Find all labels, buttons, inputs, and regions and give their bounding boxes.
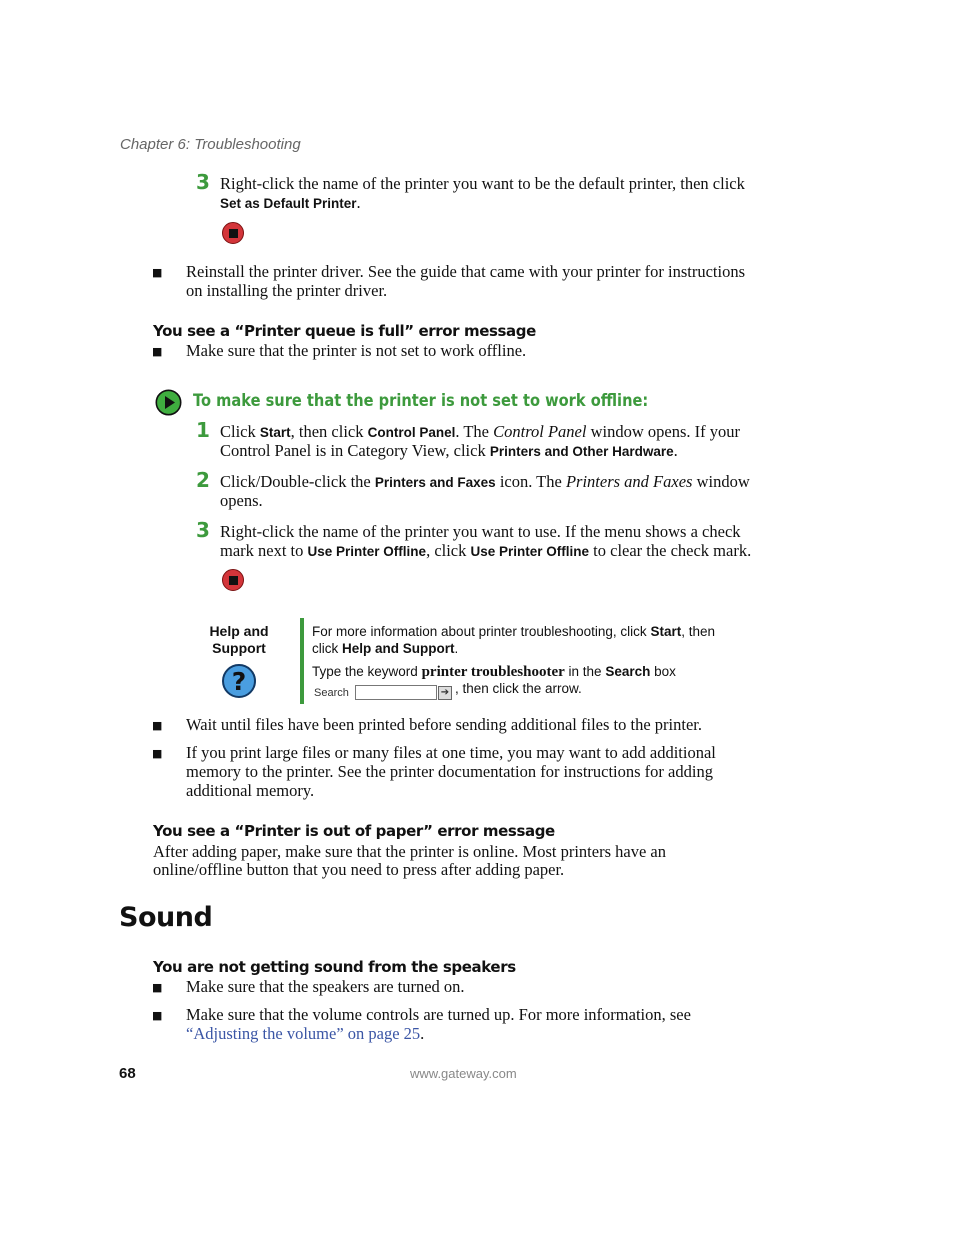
step-number: 3: [196, 170, 210, 194]
help-text-part: click: [312, 641, 339, 656]
search-keyword: printer troubleshooter: [421, 664, 565, 680]
step-text-part: mark next to: [220, 541, 304, 560]
ui-label-control-panel: Control Panel: [367, 425, 456, 440]
help-text-part: , then click the arrow.: [455, 681, 582, 696]
bullet-icon: ■: [152, 981, 163, 994]
subheading-queue-full: You see a “Printer queue is full” error message: [153, 322, 536, 340]
help-question-icon: ?: [222, 664, 256, 698]
step-number: 1: [196, 418, 210, 442]
step-text-part: window opens. If your: [590, 422, 741, 441]
bullet-icon: ■: [152, 1009, 163, 1022]
punct: .: [420, 1024, 425, 1043]
ui-label-start: Start: [259, 425, 291, 440]
help-divider-bar: [300, 618, 304, 704]
help-text-part: For more information about printer troubleshooting, click: [312, 624, 647, 639]
punct: .: [454, 641, 459, 656]
procedure-play-icon: [155, 389, 182, 416]
stop-square: [229, 229, 238, 238]
help-text-part: Type the keyword: [312, 664, 418, 679]
punct: .: [356, 193, 361, 212]
help-paragraph-line2: [312, 640, 458, 657]
ui-label-start: Start: [650, 624, 682, 639]
step-text: [220, 472, 750, 492]
bullet-text: Wait until files have been printed before sending additional files to the printer.: [186, 715, 702, 734]
ui-label-set-default-printer: Set as Default Printer: [220, 196, 357, 211]
step-text-part: icon. The: [499, 472, 562, 491]
help-paragraph: [312, 623, 715, 640]
ui-label-help-support: Help and Support: [342, 641, 455, 656]
bullet-text-line2: [186, 1024, 424, 1043]
section-title-sound: Sound: [119, 902, 213, 933]
bullet-icon: ■: [152, 266, 163, 279]
footer-url: www.gateway.com: [410, 1066, 517, 1081]
bullet-text: additional memory.: [186, 781, 315, 800]
bullet-icon: ■: [152, 747, 163, 760]
step-number: 2: [196, 468, 210, 492]
step-text-line2: [220, 441, 678, 461]
step-text-part: . The: [455, 422, 489, 441]
step-number: 3: [196, 518, 210, 542]
search-arrow-icon: ➔: [438, 686, 452, 700]
link-adjusting-volume[interactable]: “Adjusting the volume” on page 25: [186, 1024, 421, 1043]
search-input-illustration: [355, 685, 437, 700]
help-label-line: Help and: [209, 623, 269, 639]
step-text-part: to clear the check mark.: [593, 541, 752, 560]
ui-label-use-printer-offline: Use Printer Offline: [470, 544, 590, 559]
stop-icon: [222, 569, 244, 591]
window-name: Control Panel: [493, 422, 587, 441]
step-text-part: Click/Double-click the: [220, 472, 371, 491]
subheading-out-of-paper: You see a “Printer is out of paper” error message: [153, 822, 555, 840]
step-text-part: Click: [220, 422, 256, 441]
step-text-part: window: [696, 472, 750, 491]
help-text-part: box: [654, 664, 676, 679]
ui-label-printers-faxes: Printers and Faxes: [374, 475, 496, 490]
help-text-part: , then: [681, 624, 715, 639]
ui-label-search: Search: [605, 664, 651, 679]
step-text-line2: [220, 541, 751, 561]
stop-square: [229, 576, 238, 585]
help-text-part: in the: [568, 664, 602, 679]
paragraph-text: online/offline button that you need to press after adding paper.: [153, 860, 565, 879]
procedure-title: To make sure that the printer is not set to work offline:: [193, 391, 649, 411]
punct: .: [673, 441, 678, 460]
step-text: [220, 174, 745, 193]
subheading-no-sound: You are not getting sound from the speakers: [153, 958, 516, 976]
bullet-text: Make sure that the speakers are turned on.: [186, 977, 465, 996]
stop-icon: [222, 222, 244, 244]
bullet-text: If you print large files or many files at one time, you may want to add additional: [186, 743, 716, 762]
step-text-line2: [220, 193, 361, 213]
step-text-part: Control Panel is in Category View, click: [220, 441, 486, 460]
step-text-part: , then click: [290, 422, 364, 441]
step-text: [220, 422, 740, 442]
help-label-line: Support: [212, 640, 266, 656]
chapter-header: Chapter 6: Troubleshooting: [120, 136, 301, 153]
ui-label-use-printer-offline: Use Printer Offline: [307, 544, 427, 559]
step-text-part: Right-click the name of the printer you want to be the default printer, then click: [220, 174, 745, 193]
bullet-icon: ■: [152, 719, 163, 732]
bullet-text: Make sure that the printer is not set to work offline.: [186, 341, 527, 360]
paragraph-text: After adding paper, make sure that the printer is online. Most printers have an: [153, 842, 666, 861]
bullet-text: Reinstall the printer driver. See the guide that came with your printer for instructions: [186, 262, 746, 281]
search-label: Search: [314, 687, 349, 699]
step-text: Right-click the name of the printer you want to use. If the menu shows a check: [220, 522, 741, 541]
step-text-line2: opens.: [220, 491, 263, 510]
bullet-text: Make sure that the volume controls are turned up. For more information, see: [186, 1005, 691, 1024]
bullet-text: on installing the printer driver.: [186, 281, 388, 300]
step-text-part: , click: [426, 541, 467, 560]
ui-label-printers-other-hardware: Printers and Other Hardware: [489, 444, 674, 459]
bullet-text: memory to the printer. See the printer documentation for instructions for adding: [186, 762, 713, 781]
window-name: Printers and Faxes: [565, 472, 693, 491]
page-number: 68: [119, 1065, 136, 1082]
bullet-icon: ■: [152, 345, 163, 358]
help-support-label: [200, 623, 278, 657]
